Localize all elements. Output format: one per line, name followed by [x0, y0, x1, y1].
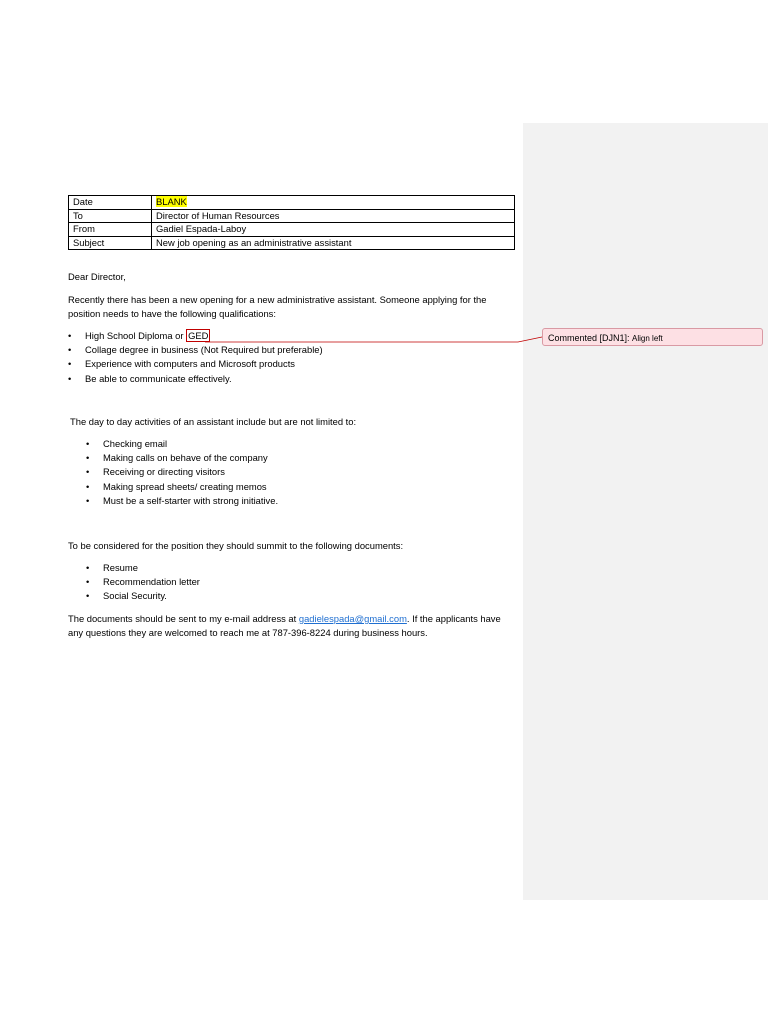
- bullet: •: [86, 466, 90, 478]
- memo-key-to: To: [69, 209, 152, 223]
- list-item-text: Recommendation letter: [103, 576, 200, 588]
- list-item-text: Be able to communicate effectively.: [85, 372, 232, 384]
- closing-text: The documents should be sent to my e-mail address at: [68, 613, 299, 624]
- memo-value-from: Gadiel Espada-Laboy: [152, 223, 515, 237]
- memo-value-subject: New job opening as an administrative assistant: [152, 236, 515, 250]
- bullet: •: [86, 562, 90, 573]
- list-item-text: Experience with computers and Microsoft products: [85, 358, 295, 370]
- activities-intro: The day to day activities of an assistant include but are not limited to:: [70, 416, 357, 427]
- memo-key-subject: Subject: [69, 236, 152, 250]
- comment-connector-line: [205, 337, 542, 342]
- bullet: •: [86, 576, 90, 588]
- highlighted-text: BLANK: [156, 196, 187, 207]
- list-item-text: Making calls on behave of the company: [103, 452, 268, 464]
- comment-text: Align left: [632, 334, 663, 343]
- memo-key-from: From: [69, 223, 152, 237]
- bullet: •: [68, 344, 72, 356]
- intro-paragraph: Recently there has been a new opening for a new administrative assistant. Someone applying for the position needs to have the following qualifications:: [68, 294, 487, 319]
- closing-text: . If the applicants have any questions they are welcomed to reach me at 787-396-8224 during business hours.: [68, 613, 501, 638]
- bullet: •: [68, 330, 72, 341]
- documents-intro: To be considered for the position they should summit to the following documents:: [68, 540, 404, 551]
- comment-header: Commented [DJN1]:: [548, 333, 633, 343]
- bullet: •: [68, 358, 72, 370]
- list-item-text: Checking email: [103, 438, 168, 449]
- bullet: •: [86, 452, 90, 464]
- list-item-text: Receiving or directing visitors: [103, 466, 225, 478]
- bullet: •: [86, 590, 90, 602]
- comment-balloon[interactable]: [542, 328, 763, 346]
- bullet: •: [86, 494, 90, 506]
- memo-value-to: Director of Human Resources: [152, 209, 515, 223]
- list-item-text: Must be a self-starter with strong initiative.: [103, 494, 279, 506]
- bullet: •: [86, 438, 90, 449]
- list-item-text: High School Diploma or: [85, 330, 187, 341]
- list-item-text: Making spread sheets/ creating memos: [103, 480, 267, 492]
- list-item-text: Social Security.: [103, 590, 167, 602]
- greeting: Dear Director,: [68, 271, 126, 282]
- bullet: •: [86, 480, 90, 492]
- memo-key-date: Date: [69, 196, 152, 210]
- list-item-text: Resume: [103, 562, 138, 573]
- commented-text[interactable]: GED: [188, 330, 209, 341]
- email-link[interactable]: gadielespada@gmail.com: [298, 613, 407, 624]
- bullet: •: [68, 372, 72, 384]
- list-item-text: Collage degree in business (Not Required but preferable): [85, 344, 323, 356]
